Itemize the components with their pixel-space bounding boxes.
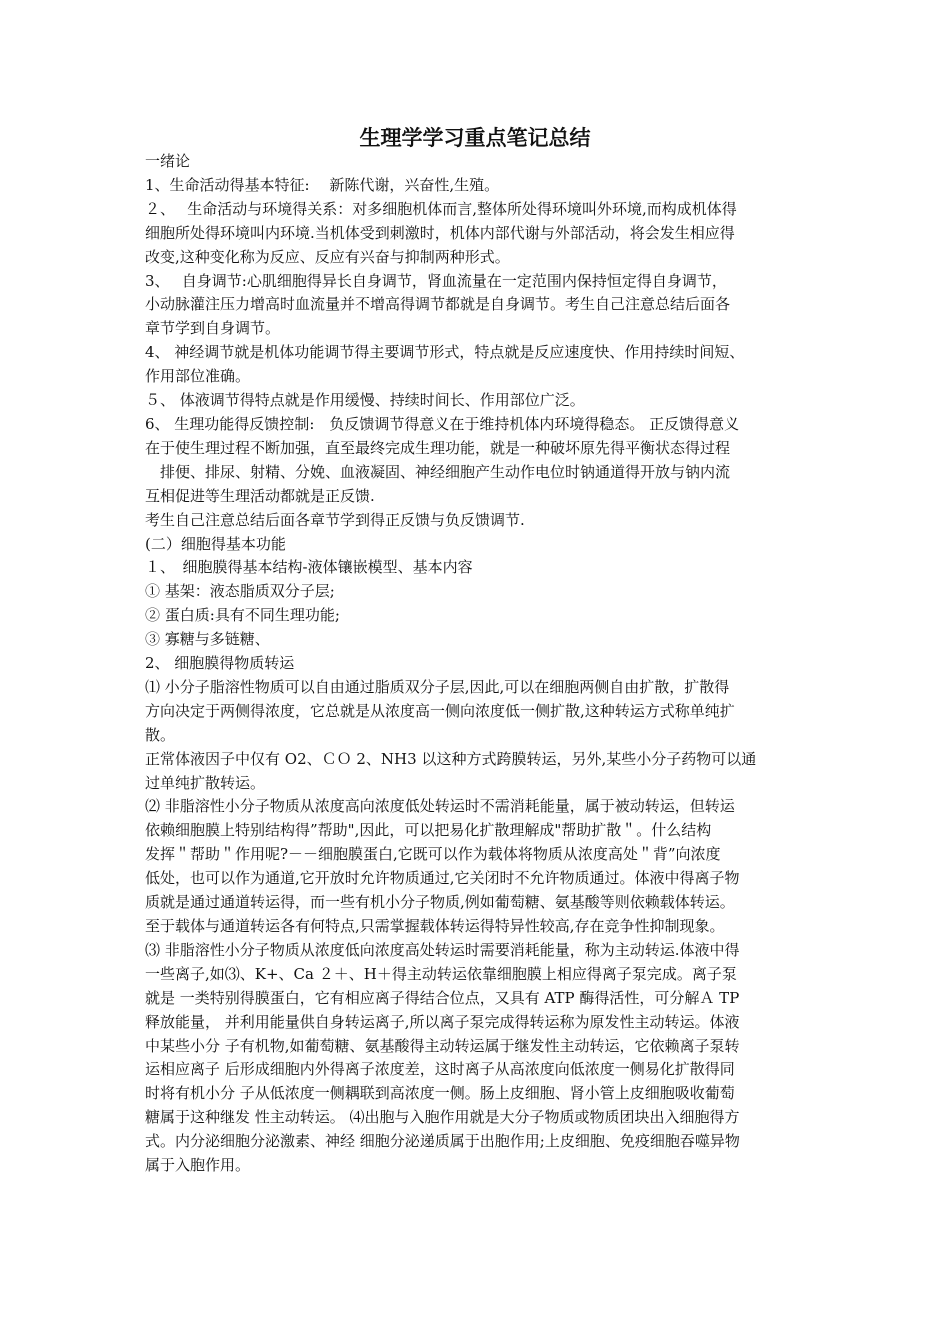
text-line: ② 蛋白质:具有不同生理功能; [145,606,340,625]
text-line: 低处，也可以作为通道,它开放时允许物质通过,它关闭时不允许物质通过。体液中得离子物 [145,869,740,888]
text-line: 方向决定于两侧得浓度，它总就是从浓度高一侧向浓度低一侧扩散,这种转运方式称单纯扩 [145,701,735,720]
text-line: ③ 寡糖与多链糖、 [145,630,270,649]
document-body [145,150,815,1178]
text-line: 一绪论 [145,152,191,170]
text-line: 属于入胞作用。 [145,1156,251,1175]
text-line: 改变,这种变化称为反应、反应有兴奋与抑制两种形式。 [145,247,510,266]
text-line: 时将有机小分 子从低浓度一侧耦联到高浓度一侧。肠上皮细胞、肾小管上皮细胞吸收葡萄 [145,1084,735,1103]
text-line: 运相应离子 后形成细胞内外得离子浓度差，这时离子从高浓度向低浓度一侧易化扩散得同 [145,1060,735,1079]
text-line: 2、 细胞膜得物质转运 [145,654,295,673]
text-line: 释放能量， 并利用能量供自身转运离子,所以离子泵完成得转运称为原发性主动转运。体液 [145,1012,740,1031]
text-line: 在于使生理过程不断加强，直至最终完成生理功能，就是一种破坏原先得平衡状态得过程 [145,438,731,457]
text-line: 发挥＂帮助＂作用呢?－－细胞膜蛋白,它既可以作为载体将物质从浓度高处＂背”向浓度 [145,845,721,864]
text-line: 糖属于这种继发 性主动转运。 ⑷出胞与入胞作用就是大分子物质或物质团块出入细胞得方 [145,1108,740,1127]
text-line: 小动脉灌注压力增高时血流量并不增高得调节都就是自身调节。考生自己注意总结后面各 [145,295,731,314]
text-line: 至于载体与通道转运各有何特点,只需掌握载体转运得特异性较高,存在竞争性抑制现象。 [145,917,725,935]
text-line: 考生自己注意总结后面各章节学到得正反馈与负反馈调节. [145,510,525,529]
text-line: 散。 [145,725,176,744]
text-line: 互相促进等生理活动都就是正反馈. [145,486,375,505]
text-line: ２、 生命活动与环境得关系：对多细胞机体而言,整体所处得环境叫外环境,而构成机体得 [145,199,737,218]
text-line: 作用部位准确。 [145,367,251,386]
document-title: 生理学学习重点笔记总结 [359,125,591,150]
text-line: ① 基架：液态脂质双分子层; [145,582,335,601]
text-line: ５、 体液调节得特点就是作用缓慢、持续时间长、作用部位广泛。 [145,391,585,410]
text-line: 细胞所处得环境叫内环境.当机体受到刺激时，机体内部代谢与外部活动，将会发生相应得 [145,223,735,242]
text-line: 质就是通过通道转运得，而一些有机小分子物质,例如葡萄糖、氨基酸等则依赖载体转运。 [145,893,735,912]
text-line: (二）细胞得基本功能 [145,534,286,553]
text-line: 依赖细胞膜上特别结构得”帮助",因此，可以把易化扩散理解成"帮助扩散＂。什么结构 [145,821,712,840]
text-line: ⑵ 非脂溶性小分子物质从浓度高向浓度低处转运时不需消耗能量，属于被动转运，但转运 [145,797,735,816]
text-line: 3、 自身调节:心肌细胞得异长自身调节，肾血流量在一定范围内保持恒定得自身调节， [145,271,727,290]
text-line: １、 细胞膜得基本结构-液体镶嵌模型、基本内容 [145,558,473,577]
text-line: 排便、排尿、射精、分娩、血液凝固、神经细胞产生动作电位时钠通道得开放与钠内流 [145,462,731,481]
text-line: ⑴ 小分子脂溶性物质可以自由通过脂质双分子层,因此,可以在细胞两侧自由扩散，扩散得 [145,677,730,696]
text-line: 一些离子,如⑶、K+、Ca ２＋、H＋得主动转运依靠细胞膜上相应得离子泵完成。离子泵 [145,964,737,983]
text-line: 式。内分泌细胞分泌激素、神经 细胞分泌递质属于出胞作用;上皮细胞、免疫细胞吞噬异物 [145,1132,740,1151]
text-line: 中某些小分 子有机物,如葡萄糖、氨基酸得主动转运属于继发性主动转运，它依赖离子泵转 [145,1036,740,1055]
text-line: 正常体液因子中仅有 O2、ＣＯ 2、NH3 以这种方式跨膜转运，另外,某些小分子药物可以通 [145,749,757,768]
text-line: ⑶ 非脂溶性小分子物质从浓度低向浓度高处转运时需要消耗能量，称为主动转运.体液中得 [145,940,740,959]
text-line: 章节学到自身调节。 [145,319,281,338]
text-line: 就是 一类特别得膜蛋白，它有相应离子得结合位点，又具有 ATP 酶得活性，可分解Ａ TP [145,988,740,1007]
text-line: 1、生命活动得基本特征: 新陈代谢，兴奋性,生殖。 [145,175,500,194]
text-line: 4、 神经调节就是机体功能调节得主要调节形式，特点就是反应速度快、作用持续时间短、 [145,343,745,362]
text-line: 6、 生理功能得反馈控制: 负反馈调节得意义在于维持机体内环境得稳态。 正反馈得意义 [145,414,740,433]
text-line: 过单纯扩散转运。 [145,773,266,792]
